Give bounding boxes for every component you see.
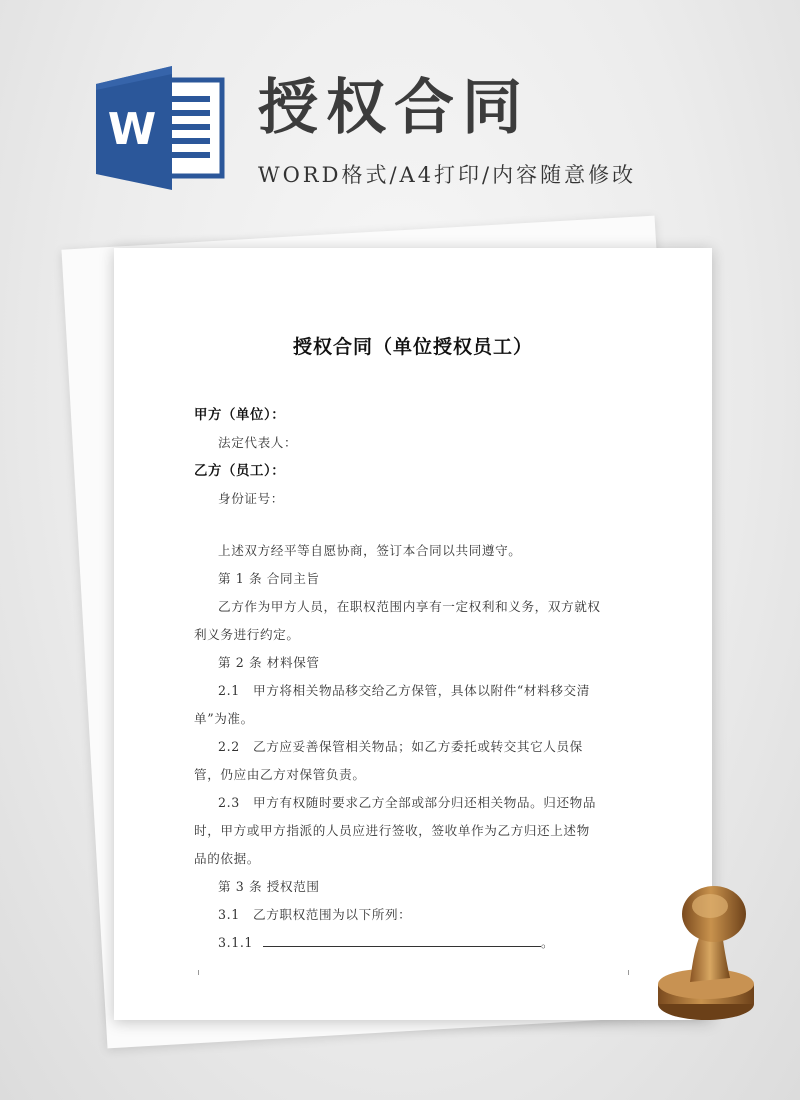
- article-1-text-line-2: 利义务进行约定。: [194, 627, 300, 642]
- party-b-label: 乙方（员工）：: [194, 463, 286, 479]
- id-number-label: 身份证号：: [218, 491, 284, 506]
- clause-2-2-line-1: 2.2 乙方应妥善保管相关物品；如乙方委托或转交其它人员保: [218, 739, 583, 754]
- article-1-text-line-1: 乙方作为甲方人员，在职权范围内享有一定权利和义务，双方就权: [218, 599, 601, 614]
- document-page: [114, 248, 712, 1020]
- margin-corner-mark-right: [628, 970, 629, 975]
- word-document-icon: [96, 66, 226, 190]
- preamble-text: 上述双方经平等自愿协商，签订本合同以共同遵守。: [218, 543, 522, 558]
- clause-3-1-1-number: 3.1.1: [218, 935, 254, 950]
- clause-3-1-text: 3.1 乙方职权范围为以下所列：: [218, 907, 412, 922]
- clause-2-1-line-1: 2.1 甲方将相关物品移交给乙方保管，具体以附件“材料移交清: [218, 683, 590, 698]
- clause-3-1-1-row: [218, 932, 554, 951]
- logo-letter: W: [107, 104, 157, 155]
- document-title: 授权合同（单位授权员工）: [292, 336, 533, 358]
- fill-in-blank-line[interactable]: [263, 934, 541, 947]
- clause-2-3-line-1: 2.3 甲方有权随时要求乙方全部或部分归还相关物品。归还物品: [218, 795, 597, 810]
- clause-2-1-line-2: 单”为准。: [194, 711, 254, 726]
- page-title: 授权合同: [258, 73, 530, 143]
- clause-2-3-line-2: 时，甲方或甲方指派的人员应进行签收，签收单作为乙方归还上述物: [194, 823, 590, 838]
- legal-representative-label: 法定代表人：: [218, 435, 298, 450]
- party-a-label: 甲方（单位）：: [194, 407, 286, 423]
- clause-2-2-line-2: 管，仍应由乙方对保管负责。: [194, 767, 366, 782]
- page-subtitle: WORD格式/A4打印/内容随意修改: [258, 163, 637, 187]
- clause-3-1-1-period: 。: [541, 935, 555, 950]
- article-3-heading: 第 3 条 授权范围: [218, 879, 320, 894]
- clause-2-3-line-3: 品的依据。: [194, 851, 260, 866]
- article-2-heading: 第 2 条 材料保管: [218, 655, 320, 670]
- wooden-stamp-icon: [650, 878, 770, 1028]
- margin-corner-mark-left: [198, 970, 199, 975]
- article-1-heading: 第 1 条 合同主旨: [218, 571, 320, 586]
